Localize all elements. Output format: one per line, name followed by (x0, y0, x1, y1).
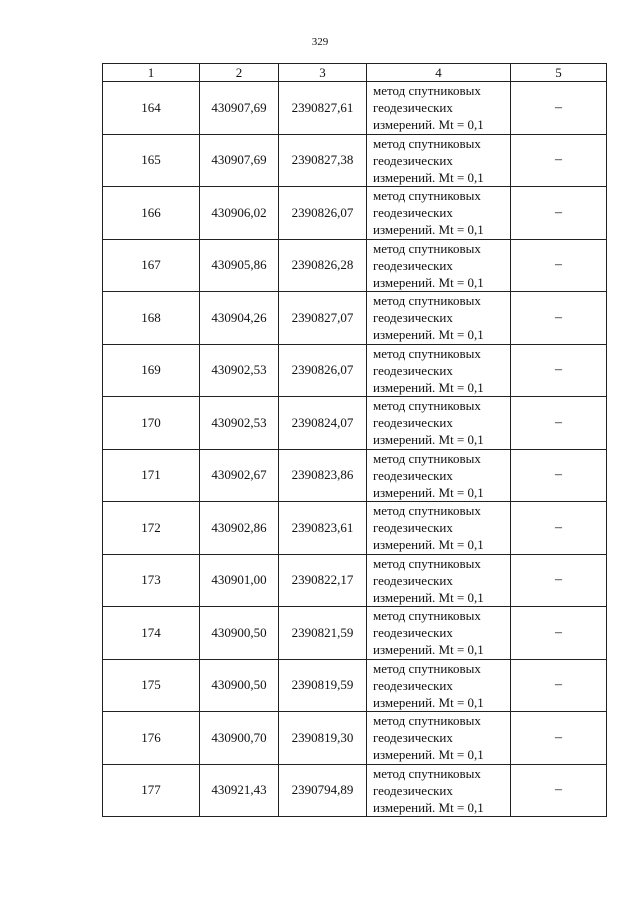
table-body (103, 82, 607, 817)
cell-point-number: 172 (103, 502, 200, 555)
cell-point-number: 170 (103, 397, 200, 450)
cell-note: – (511, 764, 607, 817)
method-line: метод спутниковых (373, 503, 481, 519)
method-line: измерений. Mt = 0,1 (373, 589, 484, 605)
cell-coordinate-y: 2390821,59 (279, 607, 367, 660)
cell-coordinate-y: 2390826,07 (279, 187, 367, 240)
cell-point-number: 168 (103, 292, 200, 345)
method-line: геодезических (373, 520, 453, 536)
method-line: геодезических (373, 310, 453, 326)
cell-point-number: 171 (103, 449, 200, 502)
cell-note: – (511, 134, 607, 187)
method-line: метод спутниковых (373, 345, 481, 361)
cell-coordinate-x: 430902,67 (200, 449, 279, 502)
table-header (103, 64, 607, 82)
cell-point-number: 175 (103, 659, 200, 712)
cell-coordinate-y: 2390827,38 (279, 134, 367, 187)
header-row (103, 64, 607, 82)
cell-method (367, 344, 511, 397)
cell-coordinate-y: 2390823,61 (279, 502, 367, 555)
method-line: метод спутниковых (373, 135, 481, 151)
cell-method (367, 712, 511, 765)
method-line: метод спутниковых (373, 83, 481, 99)
cell-method (367, 449, 511, 502)
method-line: измерений. Mt = 0,1 (373, 747, 484, 763)
cell-coordinate-x: 430902,53 (200, 397, 279, 450)
cell-coordinate-x: 430906,02 (200, 187, 279, 240)
cell-point-number: 177 (103, 764, 200, 817)
cell-coordinate-y: 2390794,89 (279, 764, 367, 817)
method-line: измерений. Mt = 0,1 (373, 117, 484, 133)
cell-method (367, 187, 511, 240)
cell-note: – (511, 344, 607, 397)
method-line: измерений. Mt = 0,1 (373, 537, 484, 553)
method-line: измерений. Mt = 0,1 (373, 484, 484, 500)
cell-method (367, 82, 511, 135)
method-line: измерений. Mt = 0,1 (373, 169, 484, 185)
cell-note: – (511, 607, 607, 660)
header-col-3: 3 (279, 64, 367, 82)
cell-coordinate-x: 430921,43 (200, 764, 279, 817)
table-row (103, 659, 607, 712)
cell-coordinate-y: 2390819,59 (279, 659, 367, 712)
coordinates-table (102, 63, 607, 817)
header-col-4: 4 (367, 64, 511, 82)
method-line: геодезических (373, 415, 453, 431)
cell-note: – (511, 292, 607, 345)
cell-method (367, 764, 511, 817)
cell-point-number: 174 (103, 607, 200, 660)
cell-note: – (511, 187, 607, 240)
method-line: геодезических (373, 100, 453, 116)
method-line: метод спутниковых (373, 660, 481, 676)
method-line: метод спутниковых (373, 188, 481, 204)
cell-coordinate-y: 2390823,86 (279, 449, 367, 502)
cell-note: – (511, 712, 607, 765)
cell-coordinate-y: 2390827,07 (279, 292, 367, 345)
cell-point-number: 173 (103, 554, 200, 607)
cell-coordinate-x: 430902,53 (200, 344, 279, 397)
method-line: геодезических (373, 152, 453, 168)
table-row (103, 134, 607, 187)
cell-note: – (511, 659, 607, 712)
cell-method (367, 239, 511, 292)
method-line: измерений. Mt = 0,1 (373, 327, 484, 343)
cell-method (367, 607, 511, 660)
cell-point-number: 166 (103, 187, 200, 240)
method-line: метод спутниковых (373, 555, 481, 571)
table-row (103, 712, 607, 765)
method-line: измерений. Mt = 0,1 (373, 274, 484, 290)
method-line: измерений. Mt = 0,1 (373, 642, 484, 658)
method-line: метод спутниковых (373, 608, 481, 624)
table-row (103, 554, 607, 607)
table-row (103, 82, 607, 135)
method-line: геодезических (373, 572, 453, 588)
cell-coordinate-x: 430902,86 (200, 502, 279, 555)
method-line: геодезических (373, 677, 453, 693)
method-line: метод спутниковых (373, 765, 481, 781)
cell-coordinate-y: 2390826,28 (279, 239, 367, 292)
cell-coordinate-y: 2390819,30 (279, 712, 367, 765)
cell-point-number: 169 (103, 344, 200, 397)
cell-note: – (511, 502, 607, 555)
cell-method (367, 397, 511, 450)
header-col-5: 5 (511, 64, 607, 82)
cell-coordinate-y: 2390827,61 (279, 82, 367, 135)
cell-point-number: 165 (103, 134, 200, 187)
cell-coordinate-x: 430900,70 (200, 712, 279, 765)
method-line: геодезических (373, 782, 453, 798)
header-col-1: 1 (103, 64, 200, 82)
cell-method (367, 554, 511, 607)
cell-note: – (511, 239, 607, 292)
table-row (103, 397, 607, 450)
method-line: геодезических (373, 362, 453, 378)
method-line: метод спутниковых (373, 293, 481, 309)
cell-point-number: 176 (103, 712, 200, 765)
method-line: измерений. Mt = 0,1 (373, 432, 484, 448)
method-line: геодезических (373, 730, 453, 746)
cell-point-number: 167 (103, 239, 200, 292)
method-line: геодезических (373, 205, 453, 221)
page-number: 329 (311, 36, 329, 48)
method-line: измерений. Mt = 0,1 (373, 799, 484, 815)
cell-coordinate-x: 430907,69 (200, 134, 279, 187)
cell-method (367, 502, 511, 555)
method-line: измерений. Mt = 0,1 (373, 694, 484, 710)
cell-note: – (511, 554, 607, 607)
method-line: метод спутниковых (373, 713, 481, 729)
table-row (103, 187, 607, 240)
cell-coordinate-x: 430904,26 (200, 292, 279, 345)
table-row (103, 607, 607, 660)
method-line: геодезических (373, 257, 453, 273)
method-line: метод спутниковых (373, 398, 481, 414)
method-line: измерений. Mt = 0,1 (373, 379, 484, 395)
method-line: измерений. Mt = 0,1 (373, 222, 484, 238)
table-row (103, 764, 607, 817)
cell-note: – (511, 449, 607, 502)
table-row (103, 449, 607, 502)
cell-note: – (511, 82, 607, 135)
cell-coordinate-y: 2390822,17 (279, 554, 367, 607)
table-row (103, 344, 607, 397)
cell-coordinate-x: 430900,50 (200, 607, 279, 660)
cell-coordinate-x: 430901,00 (200, 554, 279, 607)
cell-point-number: 164 (103, 82, 200, 135)
table-row (103, 502, 607, 555)
header-col-2: 2 (200, 64, 279, 82)
cell-coordinate-x: 430900,50 (200, 659, 279, 712)
cell-note: – (511, 397, 607, 450)
method-line: метод спутниковых (373, 240, 481, 256)
cell-coordinate-x: 430907,69 (200, 82, 279, 135)
method-line: геодезических (373, 625, 453, 641)
cell-method (367, 292, 511, 345)
method-line: геодезических (373, 467, 453, 483)
method-line: метод спутниковых (373, 450, 481, 466)
cell-method (367, 659, 511, 712)
cell-coordinate-x: 430905,86 (200, 239, 279, 292)
table-row (103, 239, 607, 292)
cell-method (367, 134, 511, 187)
table-row (103, 292, 607, 345)
cell-coordinate-y: 2390826,07 (279, 344, 367, 397)
cell-coordinate-y: 2390824,07 (279, 397, 367, 450)
